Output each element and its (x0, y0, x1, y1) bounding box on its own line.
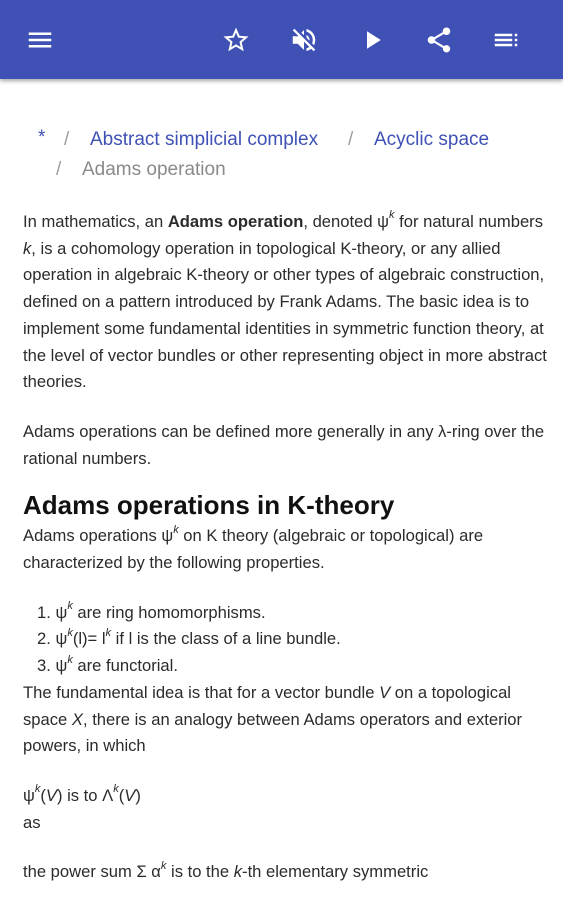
breadcrumb-home[interactable]: * (38, 127, 46, 148)
list-item: 2. $\psi^k(l)= l^k$ if l is the class of a line bundle. (37, 626, 341, 649)
intro-paragraph: In mathematics, an Adams operation, denoted $\psi^k$ for natural numbers k, is a cohomology operation in topological K-theory, or any allied operation in algebraic K-theory or other types of algebraic construction, defined on a pattern introduced by Frank Adams. The basic idea is to implement some fundamental identities in symmetric function theory, at the level of vector bundles or other representing object in more abstract theories. (23, 209, 547, 392)
properties-list (23, 600, 548, 680)
section-heading: Adams operations in K-theory (23, 490, 395, 521)
article-body (23, 209, 548, 886)
breadcrumb-item[interactable]: Acyclic space (374, 129, 490, 150)
article-content (0, 79, 563, 900)
list-item: 1. $\psi^k$ are ring homomorphisms. (37, 600, 266, 622)
breadcrumb-separator: / (64, 129, 70, 150)
breadcrumb-separator: / (348, 129, 354, 150)
term-bold: Adams operation (167, 212, 304, 231)
toc-icon[interactable] (488, 22, 524, 58)
analogy-paragraph: The fundamental idea is that for a vector bundle V on a topological space X, there is an analogy between Adams operators and exterior powers, in which (23, 682, 523, 756)
formula-line: $\psi^k(V)$ is to $\Lambda^k(V)$ (23, 783, 141, 805)
list-item: 3. $\psi^k$ are functorial. (37, 653, 178, 676)
share-icon[interactable] (421, 22, 457, 58)
properties-paragraph: Adams operations $\psi^k$ on K theory (algebraic or topological) are characterized by the following properties. (23, 523, 484, 573)
as-text: as (23, 812, 41, 832)
play-icon[interactable] (354, 22, 390, 58)
breadcrumb-separator: / (56, 159, 62, 180)
lambda-ring-paragraph: Adams operations can be defined more generally in any λ-ring over the rational numbers. (23, 421, 545, 468)
breadcrumb-item[interactable]: Abstract simplicial complex (90, 129, 319, 150)
power-sum-paragraph: the power sum Σ $\alpha^k$ is to the k-th elementary symmetric (23, 859, 429, 882)
volume-off-icon[interactable] (286, 22, 322, 58)
star-icon[interactable] (218, 22, 254, 58)
app-toolbar (0, 0, 563, 79)
menu-icon[interactable] (22, 22, 58, 58)
breadcrumb-current: Adams operation (82, 159, 226, 180)
